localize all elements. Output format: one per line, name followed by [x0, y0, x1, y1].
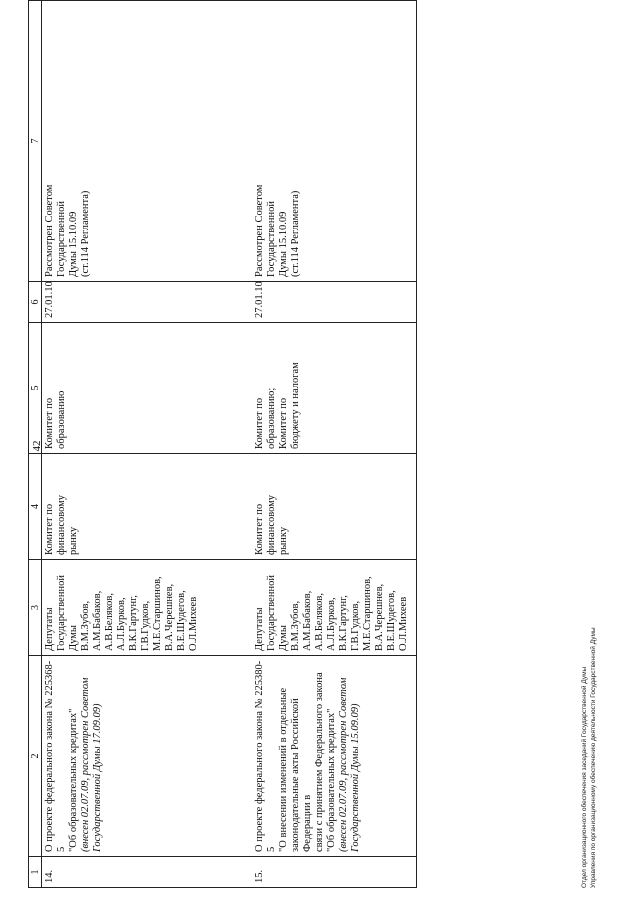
status-line: (ст.114 Регламента) [80, 190, 91, 277]
author-line: А.М.Бабаков, [92, 590, 103, 651]
bill-note-line: Государственной Думы 17.09.09) [92, 703, 103, 852]
author-line: В.А.Черешнев, [164, 583, 175, 651]
author-line: А.В.Беляков, [314, 593, 325, 651]
author-line: Думы [68, 625, 79, 651]
co-committee-line: бюджету и налогам [290, 362, 301, 449]
author-line: А.Л.Бурков, [116, 597, 127, 651]
bill-title-line: "Об образовательных кредитах" [68, 708, 79, 852]
status-line: (ст.114 Регламента) [290, 190, 301, 277]
author-line: В.М.Зубов, [290, 600, 301, 651]
bill-title-line: О проекте федерального закона № 225380-5 [254, 660, 277, 852]
bill-status [42, 1, 207, 282]
author-line: А.В.Беляков, [104, 593, 115, 651]
status-line: Рассмотрен Советом [44, 184, 55, 277]
author-line: Г.В.Гудков, [140, 600, 151, 651]
table-row [42, 1, 207, 888]
author-line: В.Е.Шудегов, [386, 590, 397, 651]
author-line: Г.В.Гудков, [350, 600, 361, 651]
bills-table [28, 0, 417, 888]
bill-subject [252, 656, 417, 857]
header-cell: 1 [29, 857, 42, 888]
responsible-committee [252, 454, 417, 560]
review-date: 27.01.10 [252, 282, 417, 323]
footer-line: Отдел организационного обеспечения заседаний Государственной Думы [581, 666, 588, 888]
bill-title-line: связи с принятием Федерального закона [314, 672, 325, 852]
author-line: А.М.Бабаков, [302, 590, 313, 651]
header-cell: 3 [29, 560, 42, 656]
author-line: М.Е.Старшинов, [362, 576, 373, 651]
author-line: М.Е.Старшинов, [152, 576, 163, 651]
bill-authors [42, 560, 207, 656]
author-line: Депутаты [44, 607, 55, 651]
footer-line: Управления по организационному обеспечению деятельности Государственной Думы [590, 627, 597, 888]
header-cell: 5 [29, 323, 42, 454]
bill-authors [252, 560, 417, 656]
status-line: Думы 15.10.09 [68, 211, 79, 277]
author-line: В.К.Гартунг, [338, 595, 349, 651]
bill-title-line: законодательные акты Российской Федерации в [290, 698, 313, 852]
bill-title-line: "Об образовательных кредитах" [326, 708, 337, 852]
responsible-committee [42, 454, 207, 560]
bill-note-line: (внесен 02.07.09, рассмотрен Советом [338, 677, 349, 852]
co-committee-line: Комитет по [278, 397, 289, 449]
committee-line: финансовому [56, 494, 67, 555]
author-line: В.К.Гартунг, [128, 595, 139, 651]
co-committee-line: Комитет по [44, 397, 55, 449]
rotated-page [28, 8, 588, 888]
footer [580, 568, 598, 888]
author-line: В.Е.Шудегов, [176, 590, 187, 651]
status-line: Государственной [56, 201, 67, 277]
header-cell: 6 [29, 282, 42, 323]
bill-title-line: О проекте федерального закона № 225368-5 [44, 660, 67, 852]
co-executor-committee [42, 323, 207, 454]
committee-line: Комитет по [254, 503, 265, 555]
status-line: Думы 15.10.09 [278, 211, 289, 277]
committee-line: Комитет по [44, 503, 55, 555]
table-row [252, 1, 417, 888]
committee-line: финансовому [266, 494, 277, 555]
author-line: А.Л.Бурков, [326, 597, 337, 651]
status-line: Государственной [266, 201, 277, 277]
co-committee-line: образованию [56, 390, 67, 449]
author-line: Депутаты [254, 607, 265, 651]
row-number: 14. [42, 857, 207, 888]
status-line: Рассмотрен Советом [254, 184, 265, 277]
committee-line: рынку [278, 526, 289, 555]
author-line: Думы [278, 625, 289, 651]
header-cell: 4 [29, 454, 42, 560]
author-line: Государственной [266, 575, 277, 651]
header-cell: 2 [29, 656, 42, 857]
author-line: В.А.Черешнев, [374, 583, 385, 651]
author-line: О.Л.Михеев [398, 596, 409, 651]
bill-note-line: Государственной Думы 15.09.09) [350, 703, 361, 852]
bill-note-line: (внесен 02.07.09, рассмотрен Советом [80, 677, 91, 852]
co-committee-line: образованию; [266, 387, 277, 449]
co-executor-committee [252, 323, 417, 454]
bill-status [252, 1, 417, 282]
header-cell: 7 [29, 1, 42, 282]
bill-subject [42, 656, 207, 857]
author-line: В.М.Зубов, [80, 600, 91, 651]
committee-line: рынку [68, 526, 79, 555]
author-line: Государственной [56, 575, 67, 651]
header-row [29, 1, 42, 888]
row-spacer [206, 1, 252, 888]
row-number: 15. [252, 857, 417, 888]
review-date: 27.01.10 [42, 282, 207, 323]
author-line: О.Л.Михеев [188, 596, 199, 651]
bill-title-line: "О внесении изменений в отдельные [278, 687, 289, 852]
co-committee-line: Комитет по [254, 397, 265, 449]
page-number: 42 [31, 440, 43, 452]
